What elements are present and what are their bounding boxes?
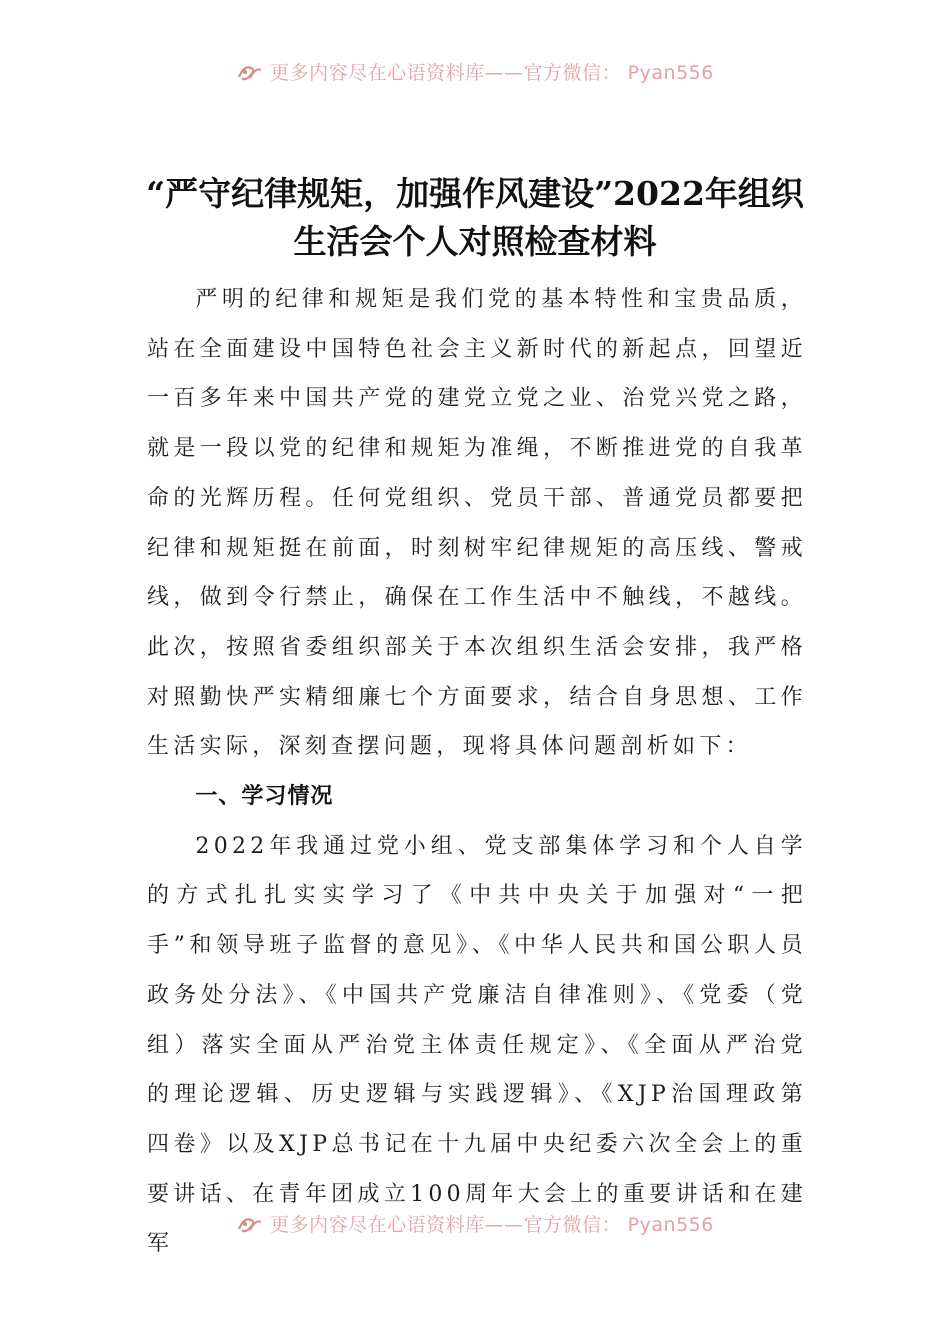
watermark-text: 更多内容尽在心语资料库——官方微信： Pyan556 [270,1214,714,1236]
watermark-text: 更多内容尽在心语资料库——官方微信： Pyan556 [270,62,714,84]
watermark-logo-icon [236,61,264,83]
watermark-header [0,58,950,85]
section-heading-study: 一、学习情况 [195,784,334,810]
document-title: “严守纪律规矩，加强作风建设”2022年组织生活会个人对照检查材料 [146,174,804,261]
watermark-footer [0,1210,950,1237]
study-paragraph: 2022年我通过党小组、党支部集体学习和个人自学的方式扎扎实实学习了《中共中央关于加强对“一把手”和领导班子监督的意见》、《中华人民共和国公职人员政务处分法》、《中国共产党廉洁自律准则》、《党委（党组）落实全面从严治党主体责任规定》、《全面从严治党的理论逻辑、历史逻辑与实践逻辑》、《XJP治国理政第四卷》以及XJP总书记在十九届中央纪委六次全会上的重要讲话、在青年团成立100周年大会上的重要讲话和在建军 [147,833,807,1257]
intro-paragraph: 严明的纪律和规矩是我们党的基本特性和宝贵品质，站在全面建设中国特色社会主义新时代的新起点，回望近一百多年来中国共产党的建党立党之业、治党兴党之路，就是一段以党的纪律和规矩为准绳，不断推进党的自我革命的光辉历程。任何党组织、党员干部、普通党员都要把纪律和规矩挺在前面，时刻树牢纪律规矩的高压线、警戒线，做到令行禁止，确保在工作生活中不触线，不越线。此次，按照省委组织部关于本次组织生活会安排，我严格对照勤快严实精细廉七个方面要求，结合自身思想、工作生活实际，深刻查摆问题，现将具体问题剖析如下： [147,287,807,760]
document-body [147,275,807,1269]
watermark-logo-icon [236,1213,264,1235]
